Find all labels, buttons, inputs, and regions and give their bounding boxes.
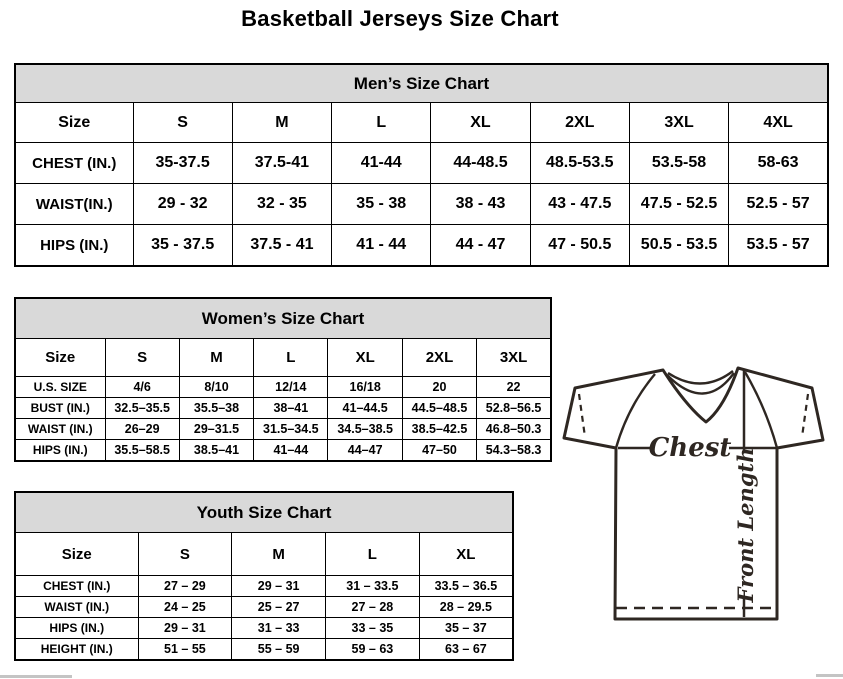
women-value-cell: 46.8–50.3 [477, 419, 551, 440]
youth-size-header: Size [15, 533, 138, 576]
women-value-cell: 38–41 [254, 398, 328, 419]
men-value-cell: 35 - 37.5 [133, 225, 232, 267]
men-size-header: Size [15, 103, 133, 143]
men-row-label: WAIST(IN.) [15, 184, 133, 225]
men-title-row [15, 64, 828, 103]
women-value-cell: 35.5–38 [179, 398, 253, 419]
women-column-header: M [179, 339, 253, 377]
men-size-row [15, 103, 828, 143]
youth-title-row [15, 492, 513, 533]
front-length-label: Front Length [733, 447, 758, 603]
men-value-cell: 48.5-53.5 [530, 143, 629, 184]
men-data-row [15, 184, 828, 225]
men-value-cell: 50.5 - 53.5 [629, 225, 728, 267]
youth-size-table-container [14, 491, 514, 661]
youth-data-row [15, 639, 513, 661]
youth-value-cell: 31 – 33.5 [326, 576, 420, 597]
women-value-cell: 47–50 [402, 440, 476, 462]
women-value-cell: 44.5–48.5 [402, 398, 476, 419]
men-value-cell: 53.5 - 57 [729, 225, 828, 267]
men-value-cell: 53.5-58 [629, 143, 728, 184]
women-value-cell: 41–44.5 [328, 398, 402, 419]
men-value-cell: 37.5-41 [232, 143, 331, 184]
women-value-cell: 35.5–58.5 [105, 440, 179, 462]
youth-value-cell: 51 – 55 [138, 639, 232, 661]
bottom-scrollbar-fragment-right[interactable] [816, 674, 843, 677]
women-row-label: WAIST (IN.) [15, 419, 105, 440]
men-column-header: L [332, 103, 431, 143]
women-value-cell: 38.5–42.5 [402, 419, 476, 440]
women-value-cell: 26–29 [105, 419, 179, 440]
men-column-header: XL [431, 103, 530, 143]
men-value-cell: 44-48.5 [431, 143, 530, 184]
youth-column-header: S [138, 533, 232, 576]
women-value-cell: 34.5–38.5 [328, 419, 402, 440]
women-row-label: HIPS (IN.) [15, 440, 105, 462]
women-data-row [15, 440, 551, 462]
youth-row-label: HEIGHT (IN.) [15, 639, 138, 661]
men-value-cell: 52.5 - 57 [729, 184, 828, 225]
men-value-cell: 38 - 43 [431, 184, 530, 225]
women-row-label: BUST (IN.) [15, 398, 105, 419]
women-size-table [14, 297, 552, 462]
youth-value-cell: 29 – 31 [232, 576, 326, 597]
collar-inner-arc-top [668, 371, 733, 384]
men-value-cell: 35-37.5 [133, 143, 232, 184]
women-column-header: 3XL [477, 339, 551, 377]
men-value-cell: 47.5 - 52.5 [629, 184, 728, 225]
men-value-cell: 41 - 44 [332, 225, 431, 267]
women-table-title: Women’s Size Chart [15, 298, 551, 339]
women-column-header: L [254, 339, 328, 377]
men-column-header: 2XL [530, 103, 629, 143]
youth-value-cell: 33 – 35 [326, 618, 420, 639]
men-value-cell: 43 - 47.5 [530, 184, 629, 225]
youth-data-row [15, 618, 513, 639]
men-data-row [15, 225, 828, 267]
men-data-row [15, 143, 828, 184]
women-column-header: XL [328, 339, 402, 377]
youth-value-cell: 25 – 27 [232, 597, 326, 618]
women-size-row [15, 339, 551, 377]
youth-value-cell: 55 – 59 [232, 639, 326, 661]
women-value-cell: 44–47 [328, 440, 402, 462]
women-value-cell: 12/14 [254, 377, 328, 398]
women-value-cell: 4/6 [105, 377, 179, 398]
youth-value-cell: 29 – 31 [138, 618, 232, 639]
chest-label: Chest [648, 433, 732, 463]
men-column-header: 3XL [629, 103, 728, 143]
youth-value-cell: 24 – 25 [138, 597, 232, 618]
men-value-cell: 29 - 32 [133, 184, 232, 225]
womens-size-table-container [14, 297, 552, 462]
youth-value-cell: 27 – 28 [326, 597, 420, 618]
mens-size-table-container [14, 63, 829, 267]
women-column-header: S [105, 339, 179, 377]
men-column-header: M [232, 103, 331, 143]
youth-row-label: CHEST (IN.) [15, 576, 138, 597]
youth-value-cell: 28 – 29.5 [419, 597, 513, 618]
youth-value-cell: 33.5 – 36.5 [419, 576, 513, 597]
women-title-row [15, 298, 551, 339]
youth-data-row [15, 576, 513, 597]
jersey-measurement-diagram [556, 358, 834, 631]
men-value-cell: 41-44 [332, 143, 431, 184]
youth-row-label: HIPS (IN.) [15, 618, 138, 639]
jersey-outline [564, 368, 823, 619]
youth-size-row [15, 533, 513, 576]
bottom-scrollbar-fragment-left[interactable] [0, 675, 72, 678]
women-value-cell: 29–31.5 [179, 419, 253, 440]
men-value-cell: 35 - 38 [332, 184, 431, 225]
men-value-cell: 37.5 - 41 [232, 225, 331, 267]
men-table-title: Men’s Size Chart [15, 64, 828, 103]
youth-size-table [14, 491, 514, 661]
women-value-cell: 52.8–56.5 [477, 398, 551, 419]
men-value-cell: 44 - 47 [431, 225, 530, 267]
men-value-cell: 58-63 [729, 143, 828, 184]
youth-value-cell: 27 – 29 [138, 576, 232, 597]
men-row-label: CHEST (IN.) [15, 143, 133, 184]
youth-column-header: M [232, 533, 326, 576]
women-value-cell: 38.5–41 [179, 440, 253, 462]
women-data-row [15, 419, 551, 440]
youth-value-cell: 59 – 63 [326, 639, 420, 661]
women-row-label: U.S. SIZE [15, 377, 105, 398]
women-data-row [15, 377, 551, 398]
women-column-header: 2XL [402, 339, 476, 377]
youth-value-cell: 63 – 67 [419, 639, 513, 661]
youth-value-cell: 35 – 37 [419, 618, 513, 639]
page-title: Basketball Jerseys Size Chart [241, 6, 559, 31]
men-value-cell: 32 - 35 [232, 184, 331, 225]
women-value-cell: 20 [402, 377, 476, 398]
women-value-cell: 41–44 [254, 440, 328, 462]
youth-column-header: L [326, 533, 420, 576]
youth-value-cell: 31 – 33 [232, 618, 326, 639]
women-value-cell: 16/18 [328, 377, 402, 398]
women-value-cell: 22 [477, 377, 551, 398]
men-column-header: 4XL [729, 103, 828, 143]
men-column-header: S [133, 103, 232, 143]
youth-table-title: Youth Size Chart [15, 492, 513, 533]
women-value-cell: 32.5–35.5 [105, 398, 179, 419]
men-value-cell: 47 - 50.5 [530, 225, 629, 267]
women-data-row [15, 398, 551, 419]
youth-row-label: WAIST (IN.) [15, 597, 138, 618]
men-row-label: HIPS (IN.) [15, 225, 133, 267]
youth-data-row [15, 597, 513, 618]
youth-column-header: XL [419, 533, 513, 576]
women-size-header: Size [15, 339, 105, 377]
women-value-cell: 54.3–58.3 [477, 440, 551, 462]
women-value-cell: 8/10 [179, 377, 253, 398]
women-value-cell: 31.5–34.5 [254, 419, 328, 440]
men-size-table [14, 63, 829, 267]
